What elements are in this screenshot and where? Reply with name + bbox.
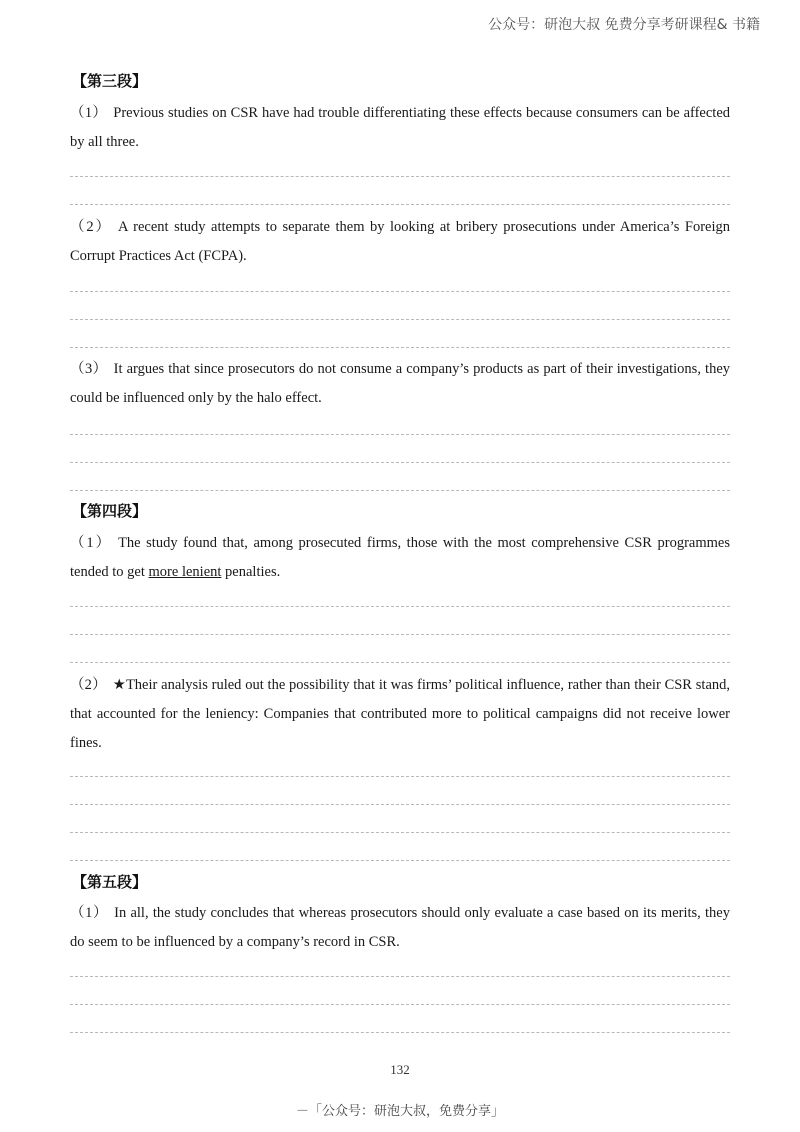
sentence-text: The study found that, among prosecuted firms, those with the most comprehensive CSR programmes tended to get [70, 535, 730, 580]
watermark-header: 公众号：研泡大叔 免费分享考研课程& 书籍 [488, 17, 760, 33]
translation-line [70, 462, 730, 463]
section-heading-4: 【第四段】 [72, 502, 148, 520]
sentence-text: In all, the study concludes that whereas prosecutors should only evaluate a case based on its merits, they do seem to be influenced by a company’s record in CSR. [70, 905, 730, 950]
translation-line [70, 860, 730, 861]
sentence-text: Previous studies on CSR have had trouble differentiating these effects because consumers can be affected by all three. [70, 105, 731, 150]
sentence-number: （1） [70, 105, 108, 121]
sentence-5-1 [70, 899, 730, 957]
page-number: 132 [390, 1062, 410, 1077]
sentence-number: （1） [70, 905, 109, 921]
translation-line [70, 634, 730, 635]
section-heading-3: 【第三段】 [72, 72, 148, 90]
translation-line [70, 776, 730, 777]
sentence-4-1 [70, 529, 730, 587]
translation-line [70, 804, 730, 805]
sentence-number: （1） [70, 535, 113, 551]
underlined-phrase: more lenient [148, 564, 222, 580]
section-heading-5: 【第五段】 [72, 873, 148, 891]
sentence-text: Their analysis ruled out the possibility that it was firms’ political influence, rather than their CSR stand, that accounted for the leniency: Companies that contributed more to political campaigns did not receive lower fines. [70, 677, 731, 751]
translation-line [70, 1004, 730, 1005]
sentence-number: （3） [70, 361, 108, 377]
translation-line [70, 204, 730, 205]
translation-line [70, 832, 730, 833]
footer-watermark: －「公众号：研泡大叔，免费分享」 [295, 1104, 504, 1119]
sentence-3-2 [70, 213, 730, 271]
sentence-3-1 [70, 99, 730, 157]
sentence-3-3 [70, 355, 730, 413]
translation-line [70, 291, 730, 292]
translation-line [70, 1032, 730, 1033]
translation-line [70, 662, 730, 663]
sentence-text: A recent study attempts to separate them by looking at bribery prosecutions under America’s Foreign Corrupt Practices Act (FCPA). [70, 219, 731, 264]
sentence-4-2 [70, 671, 730, 758]
sentence-text: It argues that since prosecutors do not consume a company’s products as part of their investigations, they could be influenced only by the halo effect. [70, 361, 731, 406]
sentence-number: （2） [70, 219, 112, 235]
translation-line [70, 606, 730, 607]
sentence-text-end: penalties. [221, 564, 281, 580]
sentence-number: （2） [70, 677, 107, 693]
translation-line [70, 319, 730, 320]
translation-line [70, 490, 730, 491]
translation-line [70, 176, 730, 177]
star-icon: ★ [112, 677, 126, 693]
translation-line [70, 976, 730, 977]
translation-line [70, 347, 730, 348]
translation-line [70, 434, 730, 435]
